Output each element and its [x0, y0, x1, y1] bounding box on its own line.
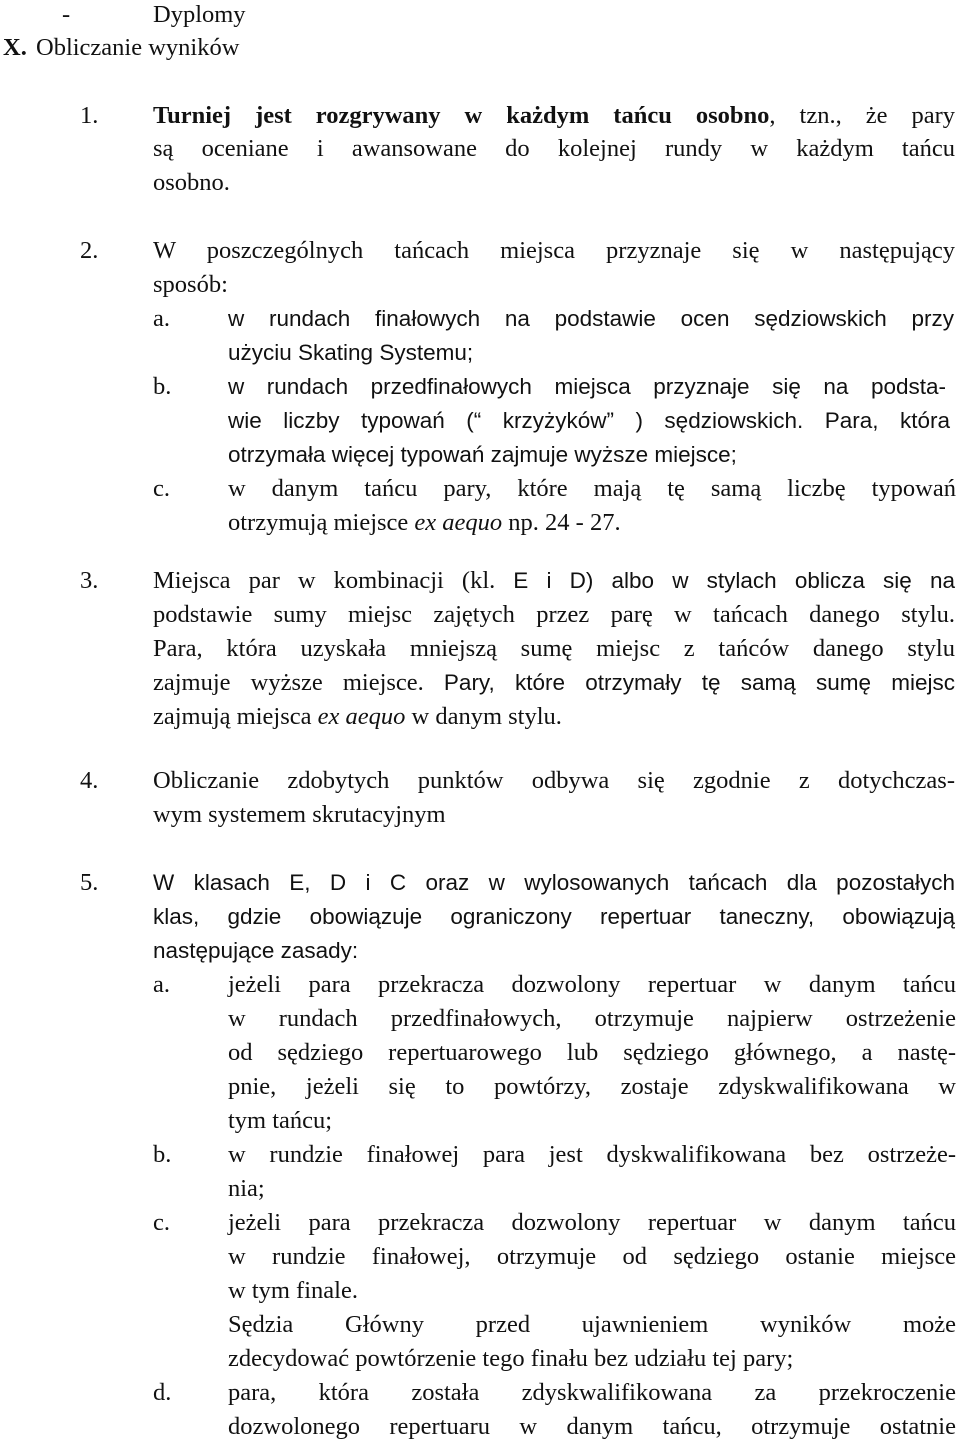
item-1-line-2: są oceniane i awansowane do kolejnej rundy w każdym tańcu — [153, 135, 955, 162]
item-2a-label: a. — [153, 305, 170, 332]
item-2a-line-2: użyciu Skating Systemu; — [228, 340, 474, 365]
item-1-line-3: osobno. — [153, 169, 230, 196]
item-3-number: 3. — [80, 567, 99, 594]
section-title: Obliczanie wyników — [36, 34, 240, 61]
item-5a-label: a. — [153, 971, 170, 998]
item-2c-line-2: otrzymują miejsce ex aequo np. 24 - 27. — [228, 509, 621, 536]
item-2-number: 2. — [80, 237, 99, 264]
item-5d-line-2: dozwolonego repertuaru w danym tańcu, otrzymuje ostatnie — [228, 1413, 956, 1440]
item-5c-label: c. — [153, 1209, 170, 1236]
item-5c-line-3: w tym finale. — [228, 1277, 358, 1304]
item-2b-line-1: w rundach przedfinałowych miejsca przyznaje się na podsta- — [228, 374, 946, 399]
item-2b-label: b. — [153, 373, 172, 400]
item-3-line-2: podstawie sumy miejsc zajętych przez parę w tańcach danego stylu. — [153, 601, 955, 628]
item-2b-line-2: wie liczby typowań (“ krzyżyków” ) sędziowskich. Para, która — [228, 408, 950, 433]
latin-phrase: ex aequo — [414, 509, 503, 536]
item-5-line-2: klas, gdzie obowiązuje ograniczony repertuar taneczny, obowiązują — [153, 904, 955, 929]
item-2-line-2: sposób: — [153, 271, 228, 298]
item-3-line-5: zajmują miejsca ex aequo w danym stylu. — [153, 703, 562, 730]
item-5-line-3: następujące zasady: — [153, 938, 359, 963]
item-5b-line-2: nia; — [228, 1175, 265, 1202]
item-5b-label: b. — [153, 1141, 172, 1168]
latin-phrase: ex aequo — [317, 703, 406, 730]
item-5a-line-2: w rundach przedfinałowych, otrzymuje najpierw ostrzeżenie — [228, 1005, 956, 1032]
item-2c-line-1: w danym tańcu pary, które mają tę samą liczbę typowań — [228, 475, 956, 502]
item-4-number: 4. — [80, 767, 99, 794]
item-5a-line-4: pnie, jeżeli się to powtórzy, zostaje zdyskwalifikowana w — [228, 1073, 956, 1100]
dash-item-text: Dyplomy — [153, 1, 246, 28]
item-3-line-3: Para, która uzyskała mniejszą sumę miejsc z tańców danego stylu — [153, 635, 955, 662]
item-2c-label: c. — [153, 475, 170, 502]
item-1-number: 1. — [80, 102, 99, 129]
item-5a-line-1: jeżeli para przekracza dozwolony repertuar w danym tańcu — [228, 971, 956, 998]
item-4-line-2: wym systemem skrutacyjnym — [153, 801, 446, 828]
item-5-number: 5. — [80, 869, 99, 896]
item-5a-line-5: tym tańcu; — [228, 1107, 333, 1134]
item-5d-line-1: para, która została zdyskwalifikowana za przekroczenie — [228, 1379, 956, 1406]
item-4-line-1: Obliczanie zdobytych punktów odbywa się zgodnie z dotychczas- — [153, 767, 955, 794]
item-5b-line-1: w rundzie finałowej para jest dyskwalifikowana bez ostrzeże- — [228, 1141, 956, 1168]
item-2-line-1: W poszczególnych tańcach miejsca przyznaje się w następujący — [153, 237, 955, 264]
item-2b-line-3: otrzymała więcej typowań zajmuje wyższe miejsce; — [228, 442, 737, 467]
item-1-line-1: Turniej jest rozgrywany w każdym tańcu osobno, tzn., że pary — [153, 102, 955, 129]
section-number: X. — [3, 34, 27, 61]
item-5c-line-1: jeżeli para przekracza dozwolony repertuar w danym tańcu — [228, 1209, 956, 1236]
list-dash: - — [62, 1, 71, 28]
item-5c-line-4: Sędzia Główny przed ujawnieniem wyników może — [228, 1311, 956, 1338]
item-5a-line-3: od sędziego repertuarowego lub sędziego głównego, a nastę- — [228, 1039, 956, 1066]
item-5d-label: d. — [153, 1379, 172, 1406]
item-5-line-1: W klasach E, D i C oraz w wylosowanych tańcach dla pozostałych — [153, 870, 955, 895]
item-3-line-1: Miejsca par w kombinacji (kl. E i D) albo w stylach oblicza się na — [153, 567, 955, 594]
item-1-bold-text: Turniej jest rozgrywany w każdym tańcu osobno — [153, 102, 770, 129]
item-3-line-4: zajmuje wyższe miejsce. Pary, które otrzymały tę samą sumę miejsc — [153, 669, 955, 696]
item-5c-line-5: zdecydować powtórzenie tego finału bez udziału tej pary; — [228, 1345, 794, 1372]
item-2a-line-1: w rundach finałowych na podstawie ocen sędziowskich przy — [228, 306, 954, 331]
item-5c-line-2: w rundzie finałowej, otrzymuje od sędziego ostanie miejsce — [228, 1243, 956, 1270]
